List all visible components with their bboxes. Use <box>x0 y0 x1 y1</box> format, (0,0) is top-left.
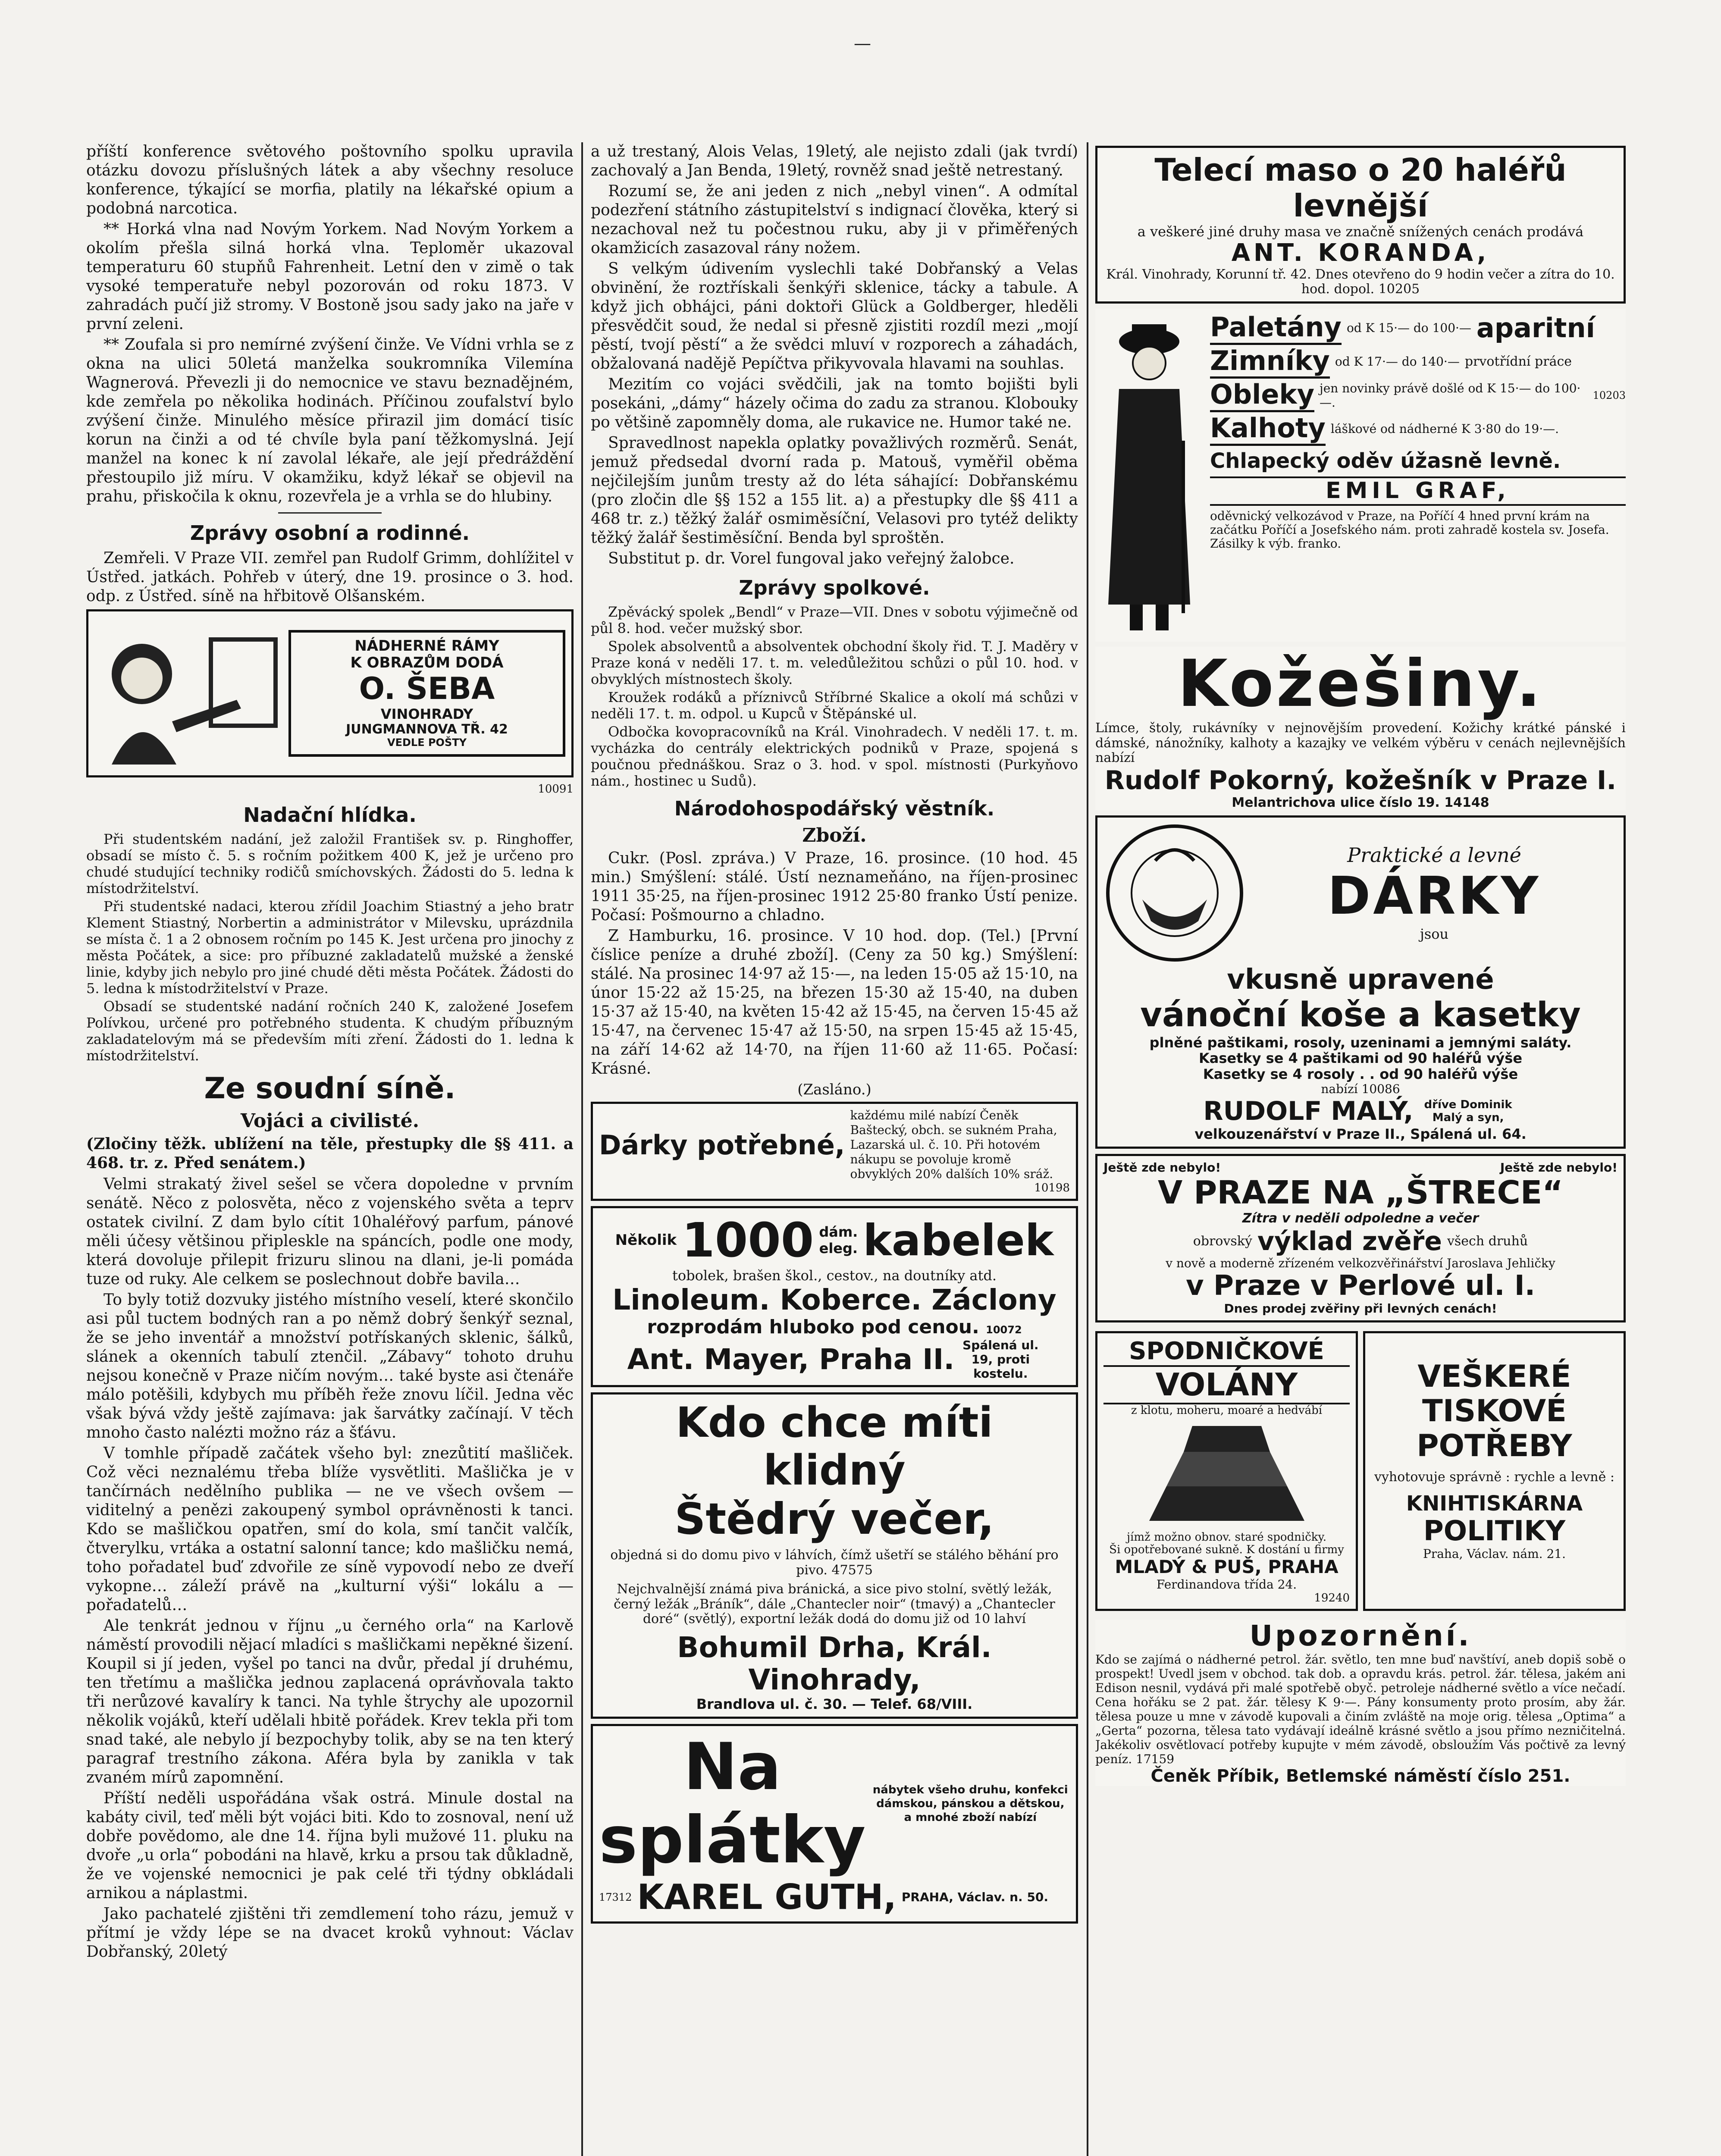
ad-line: VEŠKERÉ <box>1417 1358 1571 1394</box>
ad-line: KNIHTISKÁRNA <box>1406 1491 1583 1516</box>
ad-pribik <box>1095 1620 1626 1786</box>
ad-pair <box>1095 1328 1626 1616</box>
column-3 <box>1095 142 1626 2156</box>
ad-headline: SPODNIČKOVÉ <box>1129 1337 1324 1365</box>
ad-brand: ANT. KORANDA, <box>1231 239 1490 267</box>
news-paragraph: Rozumí se, že ani jeden z nich „nebyl vinen“. A odmítal podezření státního zástupitelství s indignací člověka, který si nezachoval než tu počestnou ruku, aby ji v přiměřených okamžicích zasazoval rány nožem. <box>591 182 1078 257</box>
news-paragraph: Spolek absolventů a absolventek obchodní školy řid. T. J. Maděry v Praze koná v neděli 17. t. m. veledůležitou schůzi o půl 10. hod. v obvyklých místnostech školy. <box>591 638 1078 687</box>
ad-address: PRAHA, Václav. n. 50. <box>901 1890 1049 1905</box>
court-lead: (Zločiny těžk. ublížení na těle, přestupky dle §§ 411. a 468. tr. z. Před senátem.) <box>86 1135 574 1172</box>
ad-line: Ještě zde nebylo! <box>1500 1160 1618 1175</box>
ad-address: Spálená ul. 19, proti kostelu. <box>962 1338 1039 1381</box>
ad-text: Límce, štoly, rukávníky v nejnovějším provedení. Kožichy krátké pánské i dámské, nánožníky, kalhoty a kazajky ve velkém výběru v cenách nejlevnějších nabízí <box>1095 721 1626 766</box>
petticoat-icon <box>1141 1417 1313 1529</box>
ad-tag: prvotřídní práce <box>1464 354 1572 370</box>
ad-text: Nejchvalnější známá piva bránická, a sice pivo stolní, světlý ležák, černý ležák „Bráník“, dále „Chantecler noir“ (tmavý) a „Chantecler doré“ (světlý), exportní ležák dodá do domu již od 10 lahví <box>614 1582 1055 1627</box>
ad-text: z klotu, moheru, moaré a hedvábí <box>1131 1404 1323 1417</box>
news-paragraph: Obsadí se studentské nadání ročních 240 K, založené Josefem Polívkou, určené pro potřebného studenta. K chudým příbuzným zakladatelovým má se především míti zření. Žádosti do 1. ledna k místodržitelství. <box>86 998 574 1064</box>
ad-line: vyhotovuje správně : rychle a levně : <box>1374 1470 1615 1485</box>
news-paragraph: Substitut p. dr. Vorel fungoval jako veřejný žalobce. <box>608 550 1015 567</box>
ad-volany <box>1095 1331 1358 1611</box>
ad-drha <box>591 1392 1078 1719</box>
news-paragraph: Jako pachatelé zjištěni tři zemdlemení toho rázu, jemuž v přítmí je vždy lépe se na dvacet kroků vyhnout: Václav Dobřanský, 20letý <box>86 1905 574 1961</box>
ad-headline: Kdo chce míti klidný <box>676 1398 993 1495</box>
ad-line: Chlapecký oděv úžasně levně. <box>1210 448 1561 473</box>
ad-headline: Telecí maso o 20 haléřů levnější <box>1154 152 1567 224</box>
basket-emblem-icon <box>1103 822 1246 964</box>
ad-line: TISKOVÉ <box>1422 1393 1567 1429</box>
ad-text: oděvnický velkozávod v Praze, na Poříčí 4 hned první krám na začátku Poříčí a Josefského nám. proti zahradě kostela sv. Josefa. Zásilky k výb. franko. <box>1210 508 1609 551</box>
ad-guth <box>591 1724 1078 1924</box>
ad-line: VINOHRADY <box>380 705 473 722</box>
ad-seba <box>86 609 574 777</box>
divider <box>278 512 382 514</box>
ad-line: POTŘEBY <box>1417 1428 1572 1463</box>
ad-brand: EMIL GRAF, <box>1210 476 1626 506</box>
ad-line: rozprodám hluboko pod cenou. 10072 <box>647 1316 1022 1338</box>
ad-text: Kdo se zajímá o nádherné petrol. žár. světlo, ten mne buď navštíví, aneb dopiš sobě o prospekt! Uvedl jsem v obchod. tak dob. a opravdu krás. petrol. žár. tělesa, jakém ani Edison nesnil, vydává při malé spotřebě obyč. petroleje nádherné světlo a více nečadí. Cena hořáku se 2 pat. žár. tělesy K 9·—. Pány konsumenty proto prosím, aby žár. tělesa pouze u mne v závodě kupovali a činím zvláště na moje orig. tělesa „Optima“ a „Gerta“ pozorna, tělesa tato vydávají ideálně krásné světlo a jsou přímo nezničitelná. Jakékoliv osvětlovací potřeby kupujte v mém závodě, obsloužím Vás počtivě za levný peníz. 17159 <box>1095 1652 1626 1766</box>
ad-line: NÁDHERNÉ RÁMY <box>354 637 499 655</box>
ad-headline: Kožešiny. <box>1177 646 1544 721</box>
ad-text: dříve Dominik Malý a syn, <box>1424 1098 1512 1125</box>
ad-number: 10198 <box>1034 1181 1070 1194</box>
ad-item: Kalhoty <box>1210 412 1326 446</box>
graf-row <box>1210 412 1626 446</box>
section-heading-economy: Národohospodářský věstník. <box>674 797 995 820</box>
ad-headline: vánoční koše a kasetky <box>1140 995 1581 1034</box>
ad-text: nábytek všeho druhu, konfekci dámskou, pánskou a dětskou, a mnohé zboží nabízí <box>872 1783 1068 1824</box>
column-2 <box>591 142 1078 2156</box>
ad-line: Kasetky se 4 rosoly . . od 90 haléřů výše <box>1203 1066 1518 1083</box>
news-paragraph: Zpěvácký spolek „Bendl“ v Praze—VII. Dnes v sobotu výjimečně od půl 8. hod. večer mužský sbor. <box>591 604 1078 636</box>
painter-illustration-icon <box>94 622 280 765</box>
news-paragraph: Zemřeli. V Praze VII. zemřel pan Rudolf Grimm, dohlížitel v Ústřed. jatkách. Pohřeb v úterý, dne 19. prosince o 3. hod. odp. z Ústřed. síně na hřbitově Olšanském. <box>86 549 574 605</box>
news-paragraph: Velmi strakatý živel sešel se včera dopoledne v prvním senátě. Něco z polosvěta, něco z vojenského světa a teprv ostatek civilní. Z dam bylo cítit 10haléřový parfum, pánové měli účesy většinou připleskle na spáncích, podle one mody, která dovoluje přilepit frizuru slinou na dlani, je-li pomáda tuze od ruky. Ale celkem se poslechnout dobře bavila… <box>86 1175 574 1288</box>
ad-brand: KAREL GUTH, <box>637 1877 897 1918</box>
ad-headline: Upozornění. <box>1249 1619 1472 1652</box>
news-paragraph: ** Zoufala si pro nemírné zvýšení činže. Ve Vídni vrhla se z okna na ulici 50letá manželka soukromníka Vilemína Wagnerová. Převezli ji do nemocnice ve stavu beznadějném, kde zemřela po několika hodinách. Příčinou zoufalství bylo zvýšení činže. Minulého měsíce přirazil jim domácí tisíc korun na činži a od té chvíle byla paní těžkomyslná. Její manžel na konec k ní zavolal lékaře, ale její předráždění přestoupilo již míru. V okamžiku, když lékař se objevil na prahu, přiskočila k oknu, rozevřela je a vrhla se do hlubiny. <box>86 336 574 505</box>
ad-maly <box>1095 815 1626 1149</box>
ad-line: Linoleum. Koberce. Záclony <box>612 1283 1056 1316</box>
ad-line: Ještě zde nebylo! <box>1103 1160 1221 1175</box>
ad-text: Několik <box>615 1232 677 1249</box>
ad-headline: VOLÁNY <box>1103 1365 1350 1404</box>
ad-line: K OBRAZŮM DODÁ <box>350 654 504 672</box>
ad-headline: Na splátky <box>599 1730 866 1878</box>
ad-headline: V PRAZE NA „ŠTRECE“ <box>1158 1174 1563 1211</box>
ad-text: Král. Vinohrady, Korunní tř. 42. Dnes otevřeno do 9 hodin večer a zítra do 10. hod. dopol. 10205 <box>1106 266 1615 297</box>
news-paragraph: a už trestaný, Alois Velas, 19letý, ale nejisto zdali (jak tvrdí) zachovalý a Jan Benda, 19letý, rovněž snad ještě netrestaný. <box>591 143 1078 179</box>
ad-address: Ferdinandova třída 24. <box>1156 1577 1297 1592</box>
ad-count: 1000 <box>682 1213 814 1268</box>
ad-tag: 10203 <box>1592 389 1626 401</box>
news-paragraph: V tomhle případě začátek všeho byl: znezůtití mašliček. Což věci neznalému třeba blíže vysvětliti. Mašlička je v tančírnách nedělního publika — ne ve všech ovšem — viditelný a penězi zakoupený symbol oprávněnosti k tanci. Kdo se mašličkou opatřen, smí do kola, smí tančit valčík, čtverylku, vrtáka a ostatní salonní tance; kdo mašličku nemá, toho pořadatel buď zdvořile ze síně vypovodí nebo ze dveří vykopne… záleží právě na „kulturní výši“ lokálu a — pořadatelů… <box>86 1445 574 1614</box>
ad-brand: O. ŠEBA <box>359 671 495 707</box>
ad-price: od K 15·— do 100·— <box>1346 321 1471 335</box>
ad-brand: MLADÝ & PUŠ, PRAHA <box>1115 1556 1339 1578</box>
ad-address: Brandlova ul. č. 30. — Telef. 68/VIII. <box>696 1696 973 1713</box>
court-subheading: Vojáci a civilisté. <box>240 1110 420 1132</box>
ad-mayer <box>591 1206 1078 1387</box>
ad-line: nabízí 10086 <box>1321 1081 1400 1096</box>
news-paragraph: Při studentské nadaci, kterou zřídil Joachim Stiastný a jeho bratr Klement Stiastný, Norbertin a administrátor v Milevsku, uprázdnila se místa č. 1 a 2 obnosem ročním po 145 K. Jest určena pro jinochy z města Počátek, a sice: pro příbuzné zakladatelů mužské a ženské linie, kdyby jich nebylo pro jiné chudé děti města Počátek. Žádosti do 5. ledna k místodržitelství v Praze. <box>86 898 574 997</box>
ad-item: Zimníky <box>1210 345 1330 379</box>
column-rule-1 <box>581 142 583 2156</box>
ad-text: a veškeré jiné druhy masa ve značně snížených cenách prodává <box>1137 223 1584 240</box>
ad-line: Dnes prodej zvěřiny při levných cenách! <box>1224 1301 1497 1316</box>
ad-price: jen novinky právě došlé od K 15·— do 100·—. <box>1320 381 1581 410</box>
ad-politiky <box>1363 1331 1626 1611</box>
section-heading-foundation: Nadační hlídka. <box>243 803 417 827</box>
news-paragraph: Cukr. (Posl. zpráva.) V Praze, 16. prosince. (10 hod. 45 min.) Smýšlení: stálé. Ústí neznameňáno, na říjen-prosinec 1911 35·25, na říjen-prosinec 1912 25·80 franko Ústí penize. Počasí: Pošmourno a chladno. <box>591 849 1078 924</box>
column-1 <box>86 142 574 2156</box>
ad-brand: Rudolf Pokorný, kožešník v Praze I. <box>1104 765 1617 796</box>
seba-frame <box>288 630 565 757</box>
ad-line: jsou <box>1420 926 1449 943</box>
ad-number: 17312 <box>599 1891 632 1903</box>
news-paragraph: Při studentském nadání, jež založil František sv. p. Ringhoffer, obsadí se místo č. 5. s ročním požitkem 400 K, jež je určeno pro chudé studující techniky rodičů smíchovských. Žádosti do 5. ledna k místodržitelství. <box>86 831 574 896</box>
ad-brand: v Praze v Perlové ul. I. <box>1186 1269 1535 1302</box>
ad-line: VEDLE POŠTY <box>387 736 467 749</box>
ad-text: dám. eleg. <box>819 1224 858 1257</box>
ad-address: Melantrichova ulice číslo 19. 14148 <box>1232 795 1489 810</box>
ad-line: JUNGMANNOVA TŘ. 42 <box>346 721 508 737</box>
ad-line: v nově a moderně zřízeném velkozvěřinářství Jaroslava Jehličky <box>1166 1256 1555 1270</box>
ad-headline: DÁRKY <box>1327 866 1541 927</box>
news-paragraph: Mezitím co vojáci svědčili, jak na tomto bojišti byli posekáni, „dámy“ házely očima do zadu za stranou. Klobouky po většině zapomněly doma, ale rukavice ne. Humor také ne. <box>591 376 1078 431</box>
ad-brand: Ant. Mayer, Praha II. <box>627 1343 955 1376</box>
graf-row <box>1210 379 1626 412</box>
ad-headline: Dárky potřebné, <box>599 1129 845 1161</box>
ad-koranda <box>1095 146 1626 304</box>
news-paragraph: příští konference světového poštovního spolku upravila otázku dovozu příslušných látek a aby všechny resoluce konference, týkající se morfia, platily na lékařské opium a podobná narcotica. <box>86 143 574 217</box>
ad-line: tobolek, brašen škol., cestov., na doutníky atd. <box>672 1267 997 1284</box>
ad-tag: aparitní <box>1476 312 1595 344</box>
ad-number: 10091 <box>538 783 574 796</box>
ad-item: Obleky <box>1210 379 1314 412</box>
ad-pokorny <box>1095 647 1626 811</box>
page-mark: — <box>854 34 871 53</box>
ad-brand: Čeněk Příbik, Betlemské náměstí číslo 251. <box>1150 1766 1571 1786</box>
graf-row <box>1210 345 1626 379</box>
news-paragraph: Příští neděli uspořádána však ostrá. Minule dostal na kabáty civil, teď měli být vojáci biti. Kdo to zosnoval, není už dobře povědomo, ale dne 14. října byli mužové 11. pluku na dvoře „u orla“ pobodáni na hlavě, krku a prsou tak důkladně, že ve vojenské nemocnici je pak celé tři týdny obkládali arnikou a náplastmi. <box>86 1789 574 1902</box>
ad-address: velkouzenářství v Praze II., Spálená ul. 64. <box>1194 1126 1527 1143</box>
section-heading-court: Ze soudní síně. <box>204 1072 456 1106</box>
ad-brand: POLITIKY <box>1423 1515 1566 1547</box>
news-paragraph: S velkým údivením vyslechli také Dobřanský a Velas obvinění, že roztřískali šenkýři sklenice, tácky a tabule. A když jich obhájci, páni doktoři Glück a Goldberger, hleděli přesvědčit soud, že nedal si přesně zjistiti rozdíl mezi „mojí pěstí, tvojí pěstí“ a že svědci mluví v rozporech a záhadách, obžalovaná nadějě Pepíčtva přikyvovala hlavami na souhlas. <box>591 260 1078 373</box>
ad-brand: Bohumil Drha, Král. Vinohrady, <box>677 1630 992 1697</box>
ad-price: láškové od nádherné K 3·80 do 19·—. <box>1330 422 1559 436</box>
news-paragraph: ** Horká vlna nad Novým Yorkem. Nad Novým Yorkem a okolím přešla silná horká vlna. Teploměr ukazoval temperaturu 60 stupňů Fahrenheit. Letní den v zimě o tak vysoké temperatuře nebyl pozorován od roku 1873. V zahradách pučí již stromy. V Bostoně jsou sady jako na jaře v první zeleni. <box>86 220 574 333</box>
ad-line: vkusně upravené <box>1227 964 1494 996</box>
ad-text: jímž možno obnov. staré spodničky. <box>1126 1530 1327 1544</box>
ad-line: plněné paštikami, rosoly, uzeninami a jemnými saláty. <box>1149 1034 1572 1051</box>
ad-price: od K 17·— do 140·— <box>1335 354 1460 369</box>
news-paragraph: Ale tenkrát jednou v říjnu „u černého orla“ na Karlově náměstí provodili nějací mladíci s mašličkami nepěkné šizení. Koupil si jí jeden, vyšel po tanci na dvůr, předal jí druhému, ten třetímu a mašlička jednou zaplacená oprávňovala takto tři nerůzové kavalíry k tanci. Na tyhle štrychy ale upozornil několik vojáků, kteří udělali hbitě pořádek. Krev tekla při tom snad také, ale nebylo jí bezpochyby tolik, aby se na ten který paragraf trestního zákona. Aféra byla by zanikla v tak zvaném mírů zapomnění. <box>86 1617 574 1786</box>
gentleman-coat-icon <box>1095 311 1203 639</box>
ad-graf <box>1095 309 1626 642</box>
column-rule-2 <box>1087 142 1088 2156</box>
news-paragraph: Z Hamburku, 16. prosince. V 10 hod. dop. (Tel.) [První číslice peníze a druhé zboží]. (Ceny za 50 kg.) Smýšlení: stálé. Na prosinec 14·97 až 15·—, na leden 15·05 až 15·10, na únor 15·22 až 15·25, na březen 15·30 až 15·40, na duben 15·37 až 15·40, na květen 15·42 až 15·45, na červen 15·45 až 15·47, na červenec 15·47 až 15·50, na srpen 15·45 až 15·45, na září 14·62 až 14·70, na říjen 11·60 až 11·65. Počasí: Krásné. <box>591 927 1078 1078</box>
ad-headline: kabelek <box>863 1215 1054 1266</box>
section-heading-personal: Zprávy osobní a rodinné. <box>190 521 470 545</box>
ad-text: všech druhů <box>1447 1234 1528 1249</box>
news-paragraph: Spravedlnost napekla oplatky považlivých rozměrů. Senát, jemuž předsedal dvorní rada p. Matouš, vyměřil oběma nejčilejším junům tresty až do léta sáhající: Dobřanskému (pro zločin dle §§ 152 a 155 lit. a) a přestupky dle §§ 411 a 468 tr. z.) těžký žalář osmiměsíční, Velasovi pro tytéž delikty těžký žalář šestiměsíční. Benda byl sproštěn. <box>591 434 1078 547</box>
ad-line: Zítra v neděli odpoledne a večer <box>1242 1211 1479 1226</box>
news-paragraph: Odbočka kovopracovníků na Král. Vinohradech. V neděli 17. t. m. vycházka do centrály elektrických podniků v Praze, spojená s poučnou přednáškou. Sraz o 3. hod. v spol. místnosti (Purkyňovo nám., hostinec u Sudů). <box>591 724 1078 789</box>
ad-text: výklad zvěře <box>1257 1226 1442 1257</box>
ad-jehlicka <box>1095 1154 1626 1322</box>
ad-address: Praha, Václav. nám. 21. <box>1423 1547 1566 1561</box>
ad-text: Ši opotřebované sukně. K dostání u firmy <box>1109 1543 1344 1557</box>
ad-text: objedná si do domu pivo v láhvích, čímž ušetří se stálého běhání pro pivo. 47575 <box>610 1548 1059 1578</box>
ad-headline: Štědrý večer, <box>674 1494 994 1545</box>
graf-row <box>1210 311 1626 345</box>
ad-text: každému milé nabízí Čeněk Baštecký, obch. se sukném Praha, Lazarská ul. č. 10. Při hotovém nákupu se povoluje kromě obvyklých 20% dalších 10% sráž. <box>850 1108 1057 1181</box>
ad-line: Kasetky se 4 paštikami od 90 haléřů výše <box>1198 1050 1523 1067</box>
news-paragraph: To byly totiž dozvuky jistého místního veselí, které skončilo asi půl tuctem bodných ran a po němž dobrý šenkýř seznal, že se jeho inventář a množství potřískaných sklenic, šálků, slánek a okenních tabulí ztenčil. „Zábavy“ tohoto druhu nejsou konečně v Praze ničím novým… také byste asi čtenáře málo potěšili, kdybych mu příběh řeže znovu líčil. Jedna věc však bývá vždy ještě zajímava: jak šarvátky začínají. V těch mnoho často nalézti možno ráz a šťávu. <box>86 1291 574 1442</box>
section-heading-clubs: Zprávy spolkové. <box>739 576 930 599</box>
news-paragraph: Kroužek rodáků a příznivců Stříbrné Skalice a okolí má schůzi v neděli 17. t. m. odpol. u Kupců v Štěpánské ul. <box>591 689 1078 722</box>
ad-text: obrovský <box>1193 1234 1252 1249</box>
ad-brand: RUDOLF MALÝ, <box>1203 1096 1414 1127</box>
ad-darky <box>591 1102 1078 1201</box>
zaslano-label: (Zasláno.) <box>797 1081 871 1098</box>
ad-item: Paletány <box>1210 311 1342 345</box>
economy-subheading: Zboží. <box>802 824 867 846</box>
ad-line: Praktické a levné <box>1347 843 1521 867</box>
ad-number: 19240 <box>1314 1591 1350 1604</box>
